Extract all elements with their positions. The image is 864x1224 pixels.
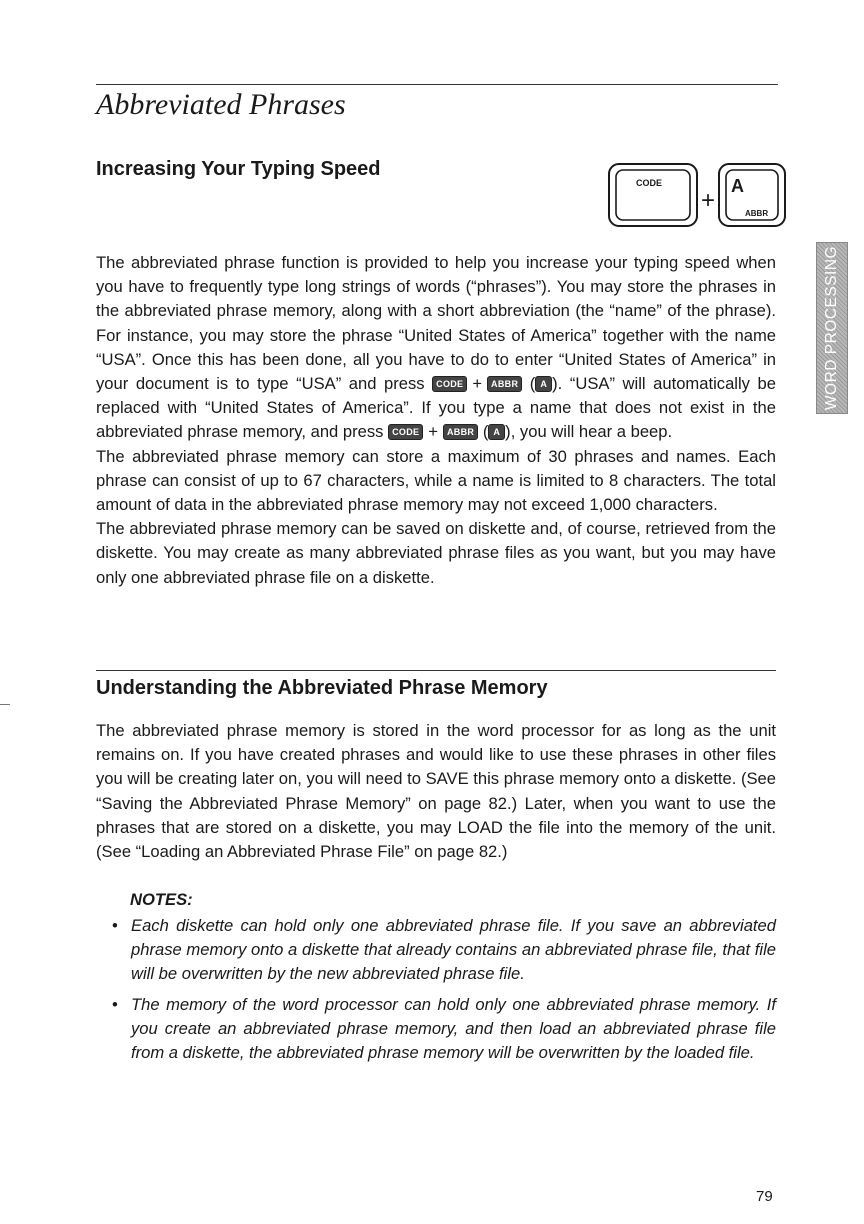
section1-paragraph-2: The abbreviated phrase memory can store a maximum of 30 phrases and names. Each phrase can consist of up to 67 characters, while a name is limited to 8 characters. The total amount of data in the abbreviated phrase memory may not exceed 1,000 characters. <box>96 446 776 515</box>
section1-paragraph-1: The abbreviated phrase function is provided to help you increase your typing speed when you have to frequently type long strings of words (“phrases”). You may store the phrases in the abbreviated phrase memory, along with a short abbreviation (the “name” of the phrase). For instance, you may store the phrase “United States of America” together with the name “USA”. Once this has been done, all you have to do to enter “United States of America” in your document is to type “USA” and press CODE + ABBR ( A ). “USA” will automatically be replaced with “United States of America”. If you type a name that does not exist in the abbreviated phrase memory, and press CODE + ABBR ( A ), you will hear a beep. <box>96 253 776 442</box>
abbr-key-icon: ABBR <box>443 424 478 440</box>
code-key-icon: CODE <box>432 376 467 392</box>
abbr-key-letter: A <box>731 176 744 196</box>
key-plus-glyph: + <box>701 187 716 214</box>
top-rule <box>96 84 778 85</box>
section1-body <box>96 251 776 590</box>
code-key-label: CODE <box>636 178 663 188</box>
section-heading-typing-speed: Increasing Your Typing Speed <box>96 158 381 180</box>
section-divider-rule <box>96 670 776 671</box>
section1-paragraph-3: The abbreviated phrase memory can be saved on diskette and, of course, retrieved from the diskette. You may create as many abbreviated phrase files as you want, but you may have only one abbreviated phrase file on a diskette. <box>96 519 776 587</box>
section-side-tab <box>816 242 848 414</box>
list-item: • Each diskette can hold only one abbreviated phrase file. If you save an abbreviated phrase memory onto a diskette that already contains an abbreviated phrase file, that file will be overwritten by the new abbreviated phrase file. <box>112 916 776 984</box>
abbr-key-icon <box>719 164 785 226</box>
page-title: Abbreviated Phrases <box>96 88 346 121</box>
section2-body <box>96 719 776 864</box>
code-plus-abbr-key-graphic <box>607 162 787 232</box>
notes-list <box>112 914 776 1071</box>
section-heading-understanding-memory: Understanding the Abbreviated Phrase Memory <box>96 677 548 699</box>
a-key-icon: A <box>488 424 505 440</box>
abbr-key-icon: ABBR <box>487 376 522 392</box>
code-key-icon <box>609 164 697 226</box>
list-item: • The memory of the word processor can hold only one abbreviated phrase memory. If you create an abbreviated phrase memory, and then load an abbreviated phrase file from a diskette, the abbreviated phrase memory will be overwritten by the loaded file. <box>112 994 776 1063</box>
a-key-icon: A <box>535 376 552 392</box>
notes-heading: NOTES: <box>130 890 193 909</box>
page-number: 79 <box>756 1188 773 1205</box>
bullet-icon: • <box>112 994 118 1014</box>
bullet-icon: • <box>112 916 118 935</box>
section2-paragraph-1: The abbreviated phrase memory is stored in the word processor for as long as the unit remains on. If you have created phrases and would like to use these phrases in other files you will be creating later on, you will need to SAVE this phrase memory onto a diskette. (See “Saving the Abbreviated Phrase Memory” on page 82.) Later, when you want to use the phrases that are stored on a diskette, you may LOAD the file into the memory of the unit. (See “Loading an Abbreviated Phrase File” on page 82.) <box>96 721 776 862</box>
code-key-icon: CODE <box>388 424 423 440</box>
abbr-key-sub-label: ABBR <box>745 209 769 218</box>
margin-mark <box>0 704 10 705</box>
side-tab-label: WORD PROCESSING <box>823 245 840 411</box>
